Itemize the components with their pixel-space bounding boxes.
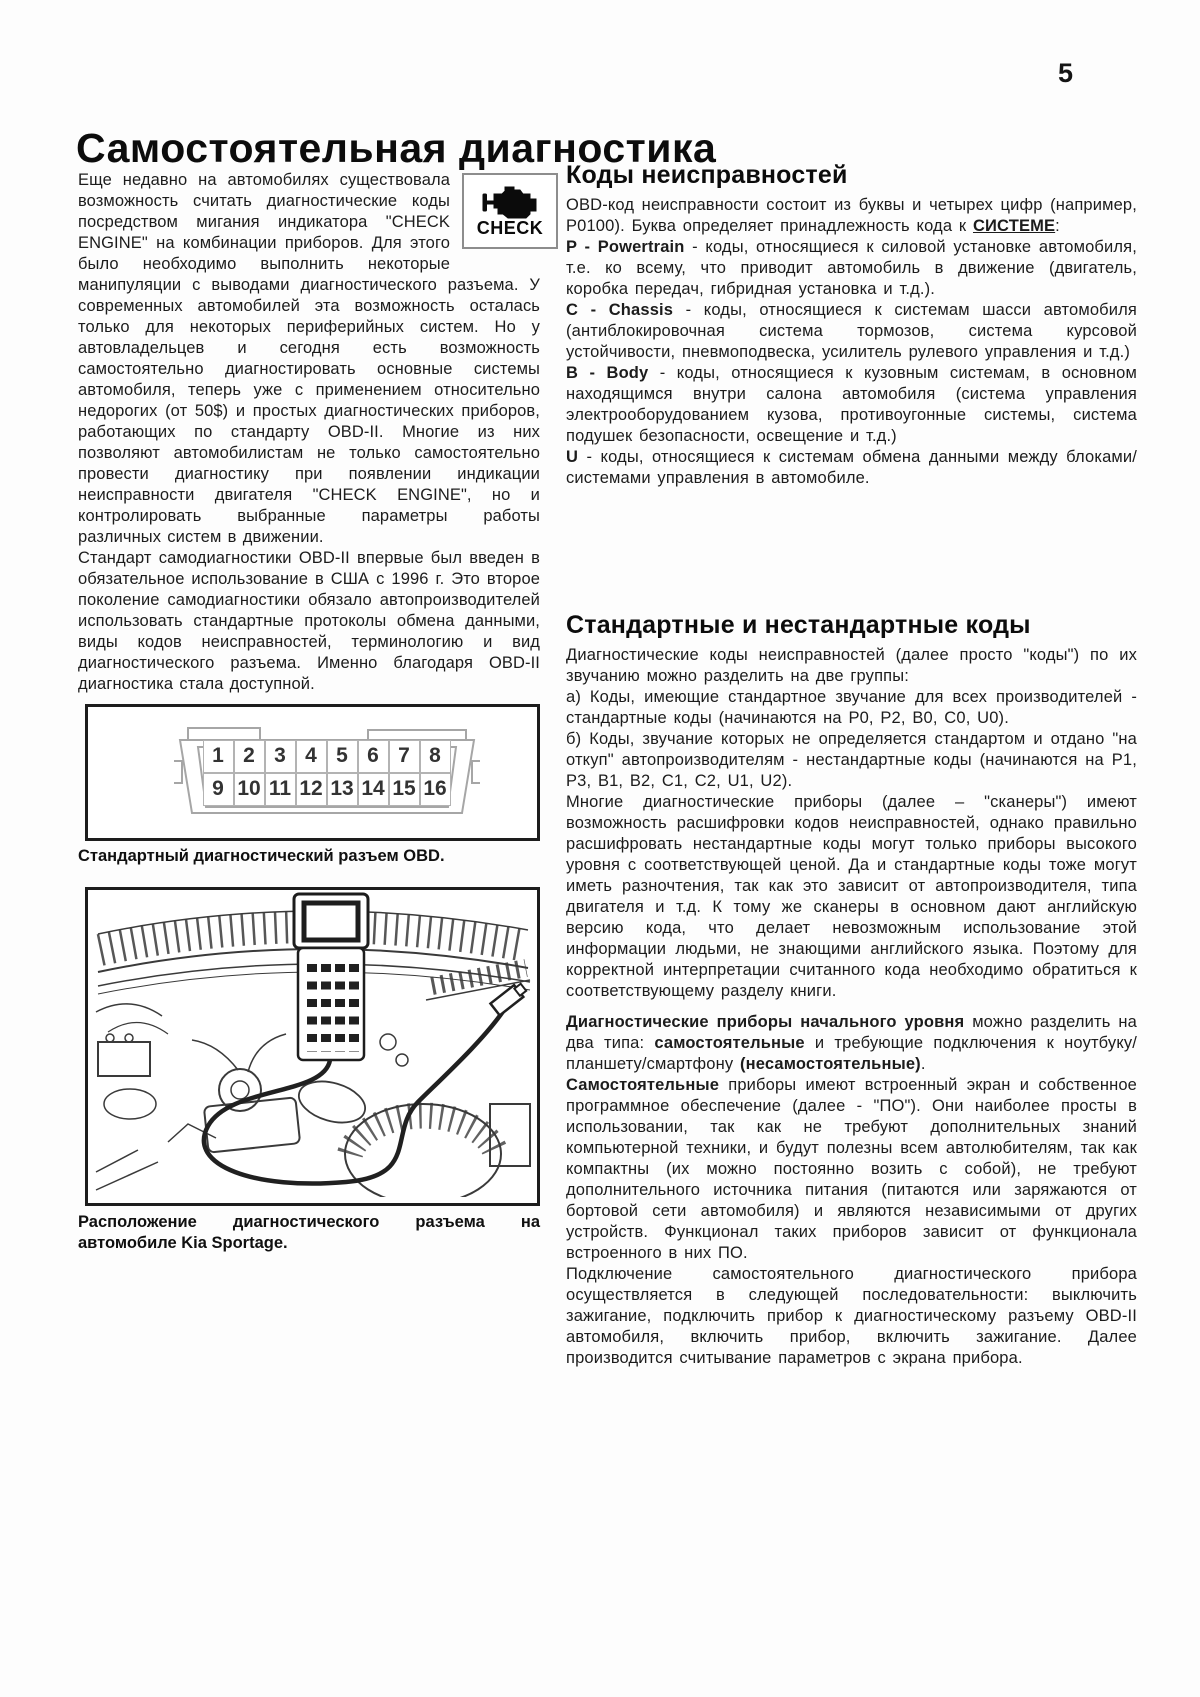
system-code-item-body [566, 363, 1137, 447]
obd-pin-cell: 11 [265, 773, 296, 806]
fault-codes-intro [566, 195, 1137, 237]
engine-bay-figure [85, 887, 540, 1206]
check-engine-indicator [462, 173, 558, 249]
section-heading-standard-codes: Стандартные и нестандартные коды [566, 611, 1031, 639]
check-engine-label: CHECK [476, 218, 544, 238]
obd-pin-cell: 3 [265, 740, 296, 773]
standalone-devices-paragraph [566, 1075, 1137, 1264]
obd-pin-cell: 6 [358, 740, 389, 773]
system-code-lead: C - Chassis [566, 301, 674, 319]
obd-pin-cell: 1 [203, 740, 234, 773]
obd-pin-cell: 2 [234, 740, 265, 773]
obd-connector-drawing [172, 723, 482, 823]
system-code-lead: U [566, 448, 579, 466]
scanners-paragraph: Многие диагностические приборы (далее – "сканеры") имеют возможность расшифровки кодов неисправностей, однако правильно расшифровать нестандартные коды могут только приборы высокого уровня с соответствующей ценой. Да и стандартные коды тоже могут иметь разночтения, так как это зависит от автопроизводителя, типа двигателя и т.д. К тому же сканеры в основном дают английскую версию кода, что делает невозможным использование этой информации людьми, не знающими английского языка. Поэтому для корректной интерпретации считанного кода необходимо обратиться к соответствующему разделу книги. [566, 793, 1137, 1000]
obd-connector-figure [85, 704, 540, 841]
system-code-text: - коды, относящиеся к системам шасси автомобиля (антиблокировочная система тормозов, система курсовой устойчивости, пневмоподвеска, усилитель рулевого управления и т.д.) [566, 301, 1138, 361]
connection-procedure-paragraph: Подключение самостоятельного диагностического прибора осуществляется в следующей последовательности: выключить зажигание, подключить прибор к диагностическому разъему OBD-II автомобиля, включить прибор, включить зажигание. Далее производится считывание параметров с экрана прибора. [566, 1265, 1137, 1367]
system-word-underlined: СИСТЕМЕ [972, 217, 1056, 235]
entry-level-mid1: можно разделить на два типа: [566, 1013, 1137, 1052]
obd-pin-cell: 16 [420, 773, 451, 806]
obd-pin-cell: 9 [203, 773, 234, 806]
system-code-text: - коды, относящиеся к системам обмена данными между блоками/системами управления в автомобиле. [566, 448, 1137, 487]
obd-pin-cell: 13 [327, 773, 358, 806]
entry-level-end: . [920, 1055, 926, 1073]
left-paragraph-2: Стандарт самодиагностики OBD-II впервые был введен в обязательное использование в США с 1996 г. Это второе поколение самодиагностики обязало автопроизводителей использовать стандартные протоколы обмена данными, виды кодов неисправностей, терминологию и вид диагностического разъема. Именно благодаря OBD-II диагностика стала доступной. [78, 549, 540, 693]
engine-bay-illustration [88, 890, 531, 1197]
system-code-lead: P - Powertrain [566, 238, 685, 256]
standalone-lead: Самостоятельные [566, 1076, 720, 1094]
system-code-text: - коды, относящиеся к кузовным системам, в основном находящимся внутри салона автомобиля (система управления электрооборудованием кузова, противоугонные системы, система подушек безопасности, освещение и т.д.) [566, 364, 1138, 445]
entry-level-bold1: самостоятельные [654, 1034, 805, 1052]
entry-level-bold2: (несамостоятельные) [739, 1055, 921, 1073]
obd-pin-grid [203, 740, 451, 806]
page-number: 5 [1058, 58, 1074, 88]
page-title: Самостоятельная диагностика [76, 125, 717, 172]
obd-pin-cell: 14 [358, 773, 389, 806]
left-paragraph-1-text: Еще недавно на автомобилях существовала возможность считать диагностические коды посредством мигания индикатора "CHECK ENGINE" на комбинации приборов. Для этого было необходимо выполнить некоторые манипуляции с выводами диагностического разъема. У современных автомобилей эта возможность осталась только для некоторых периферийных систем. Но у автовладельцев и сегодня есть возможность самостоятельно диагностировать основные системы автомобиля, теперь уже с применением относительно недорогих (от 50$) и простых диагностических приборов, работающих по стандарту OBD-II. Многие из них позволяют автомобилистам не только самостоятельно провести диагностику при появлении индикации неисправности двигателя "CHECK ENGINE", но и контролировать выбранные параметры работы различных систем в движении. [78, 171, 540, 546]
fault-codes-intro-colon: : [1055, 217, 1060, 235]
code-group-a: а) Коды, имеющие стандартное звучание для всех производителей - стандартные коды (начинаются на P0, P2, B0, C0, U0). [566, 688, 1137, 727]
entry-level-mid2: и требующие подключения к ноутбуку/планшету/смартфону [566, 1034, 1138, 1073]
left-paragraph-1 [78, 170, 544, 548]
system-code-lead: B - Body [566, 364, 649, 382]
check-engine-icon [481, 185, 539, 219]
obd-pin-cell: 5 [327, 740, 358, 773]
figure2-caption: Расположение диагностического разъема на автомобиле Kia Sportage. [78, 1213, 540, 1252]
section-heading-fault-codes: Коды неисправностей [566, 161, 848, 189]
obd-pin-cell: 8 [420, 740, 451, 773]
right-column-section-standard-codes [566, 610, 1137, 1369]
system-code-text: - коды, относящиеся к силовой установке автомобиля, т.е. ко всему, что приводит автомобиль в движение (двигатель, коробка передач, гибридная установка и т.д.). [566, 238, 1137, 298]
fault-codes-intro-text: OBD-код неисправности состоит из буквы и четырех цифр (например, P0100). Буква определяет принадлежность кода к [566, 196, 1137, 235]
obd-pin-cell: 7 [389, 740, 420, 773]
system-code-item-chassis [566, 300, 1137, 363]
code-group-b: б) Коды, звучание которых не определяется стандартом и отдано "на откуп" автопроизводителям - нестандартные коды (начинаются на P1, P3, B1, B2, C1, C2, U1, U2). [566, 730, 1137, 790]
left-column [78, 170, 544, 695]
system-code-item-powertrain [566, 237, 1137, 300]
entry-level-devices-paragraph [566, 1012, 1137, 1075]
system-code-item-network [566, 447, 1137, 489]
figure1-caption: Стандартный диагностический разъем OBD. [78, 847, 445, 865]
obd-pin-cell: 4 [296, 740, 327, 773]
entry-level-lead: Диагностические приборы начального уровня [566, 1013, 965, 1031]
standalone-text: приборы имеют встроенный экран и собственное программное обеспечение (далее - "ПО"). Они наиболее просты в использовании, так как не требуют дополнительных знаний компьютерной техники, и будут полезны всем автолюбителям, так как компактны (их можно постоянно возить с собой), не требуют дополнительного источника питания (питаются или заряжаются от бортовой сети автомобиля) и являются независимыми от других устройств. Функционал таких приборов зависит от функционала встроенного в них ПО. [566, 1076, 1137, 1262]
right-column-section-fault-codes [566, 160, 1137, 489]
obd-pin-cell: 12 [296, 773, 327, 806]
obd-pin-cell: 15 [389, 773, 420, 806]
obd-pin-cell: 10 [234, 773, 265, 806]
code-groups-intro: Диагностические коды неисправностей (далее просто "коды") по их звучанию можно разделить на две группы: [566, 646, 1137, 685]
